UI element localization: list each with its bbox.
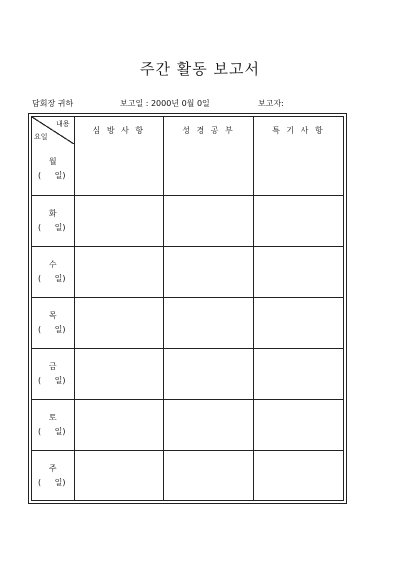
table-header-row bbox=[32, 117, 343, 144]
day-date-open: ( bbox=[38, 375, 42, 385]
notes-entry-cell[interactable] bbox=[253, 297, 343, 348]
day-date-blank bbox=[32, 323, 74, 337]
day-label-cell bbox=[32, 450, 74, 501]
notes-entry-cell[interactable] bbox=[253, 246, 343, 297]
bible-study-entry-cell[interactable] bbox=[164, 246, 254, 297]
day-name: 월 bbox=[48, 157, 57, 167]
bible-study-entry-cell[interactable] bbox=[164, 195, 254, 246]
bible-study-entry-cell[interactable] bbox=[164, 144, 254, 195]
corner-header-cell bbox=[32, 117, 74, 144]
day-label-cell bbox=[32, 348, 74, 399]
day-label-cell bbox=[32, 195, 74, 246]
day-date-blank bbox=[32, 272, 74, 286]
table-row bbox=[32, 195, 343, 246]
visit-entry-cell[interactable] bbox=[74, 450, 164, 501]
day-date-open: ( bbox=[38, 324, 42, 334]
day-name: 토 bbox=[48, 412, 57, 422]
day-date-open: ( bbox=[38, 171, 42, 181]
day-date-close: 일) bbox=[54, 324, 66, 334]
visit-entry-cell[interactable] bbox=[74, 348, 164, 399]
bible-study-entry-cell[interactable] bbox=[164, 297, 254, 348]
day-date-close: 일) bbox=[54, 171, 66, 181]
day-date-close: 일) bbox=[54, 273, 66, 283]
column-header-notes: 특 기 사 항 bbox=[253, 117, 343, 144]
day-date-blank bbox=[32, 374, 74, 388]
notes-entry-cell[interactable] bbox=[253, 195, 343, 246]
day-date-open: ( bbox=[38, 426, 42, 436]
day-date-blank bbox=[32, 476, 74, 490]
notes-entry-cell[interactable] bbox=[253, 399, 343, 450]
day-name: 수 bbox=[48, 259, 57, 269]
bible-study-entry-cell[interactable] bbox=[164, 348, 254, 399]
day-date-close: 일) bbox=[54, 222, 66, 232]
day-date-close: 일) bbox=[54, 426, 66, 436]
day-name: 목 bbox=[48, 310, 57, 320]
day-date-blank bbox=[32, 425, 74, 439]
visit-entry-cell[interactable] bbox=[74, 246, 164, 297]
visit-entry-cell[interactable] bbox=[74, 297, 164, 348]
day-date-close: 일) bbox=[54, 477, 66, 487]
notes-entry-cell[interactable] bbox=[253, 144, 343, 195]
day-date-open: ( bbox=[38, 477, 42, 487]
table-row bbox=[32, 297, 343, 348]
day-label-cell bbox=[32, 246, 74, 297]
corner-day-label: 요일 bbox=[34, 133, 48, 141]
day-label-cell bbox=[32, 399, 74, 450]
visit-entry-cell[interactable] bbox=[74, 195, 164, 246]
visit-entry-cell[interactable] bbox=[74, 144, 164, 195]
visit-entry-cell[interactable] bbox=[74, 399, 164, 450]
report-table-frame bbox=[28, 113, 347, 504]
table-row bbox=[32, 450, 343, 501]
notes-entry-cell[interactable] bbox=[253, 348, 343, 399]
day-date-blank bbox=[32, 169, 74, 183]
report-title: 주간 활동 보고서 bbox=[140, 60, 260, 78]
corner-content-label: 내용 bbox=[55, 120, 70, 128]
reporter-label: 보고자: bbox=[258, 99, 284, 108]
day-name: 주 bbox=[48, 463, 57, 473]
day-date-open: ( bbox=[38, 222, 42, 232]
notes-entry-cell[interactable] bbox=[253, 450, 343, 501]
day-date-open: ( bbox=[38, 273, 42, 283]
report-date-text: 보고일 : 2000년 0월 0일 bbox=[120, 99, 210, 108]
report-table-inner-border bbox=[31, 116, 344, 501]
day-name: 금 bbox=[48, 361, 57, 371]
bible-study-entry-cell[interactable] bbox=[164, 399, 254, 450]
day-name: 화 bbox=[48, 208, 57, 218]
column-header-bible-study: 성 경 공 부 bbox=[164, 117, 254, 144]
day-label-cell bbox=[32, 144, 74, 195]
weekly-report-table bbox=[32, 117, 343, 501]
addressee-text: 담회장 귀하 bbox=[32, 99, 74, 108]
table-row bbox=[32, 399, 343, 450]
column-header-visit: 심 방 사 항 bbox=[74, 117, 164, 144]
day-label-cell bbox=[32, 297, 74, 348]
day-date-close: 일) bbox=[54, 375, 66, 385]
table-row bbox=[32, 144, 343, 195]
day-date-blank bbox=[32, 221, 74, 235]
table-row bbox=[32, 348, 343, 399]
table-row bbox=[32, 246, 343, 297]
bible-study-entry-cell[interactable] bbox=[164, 450, 254, 501]
